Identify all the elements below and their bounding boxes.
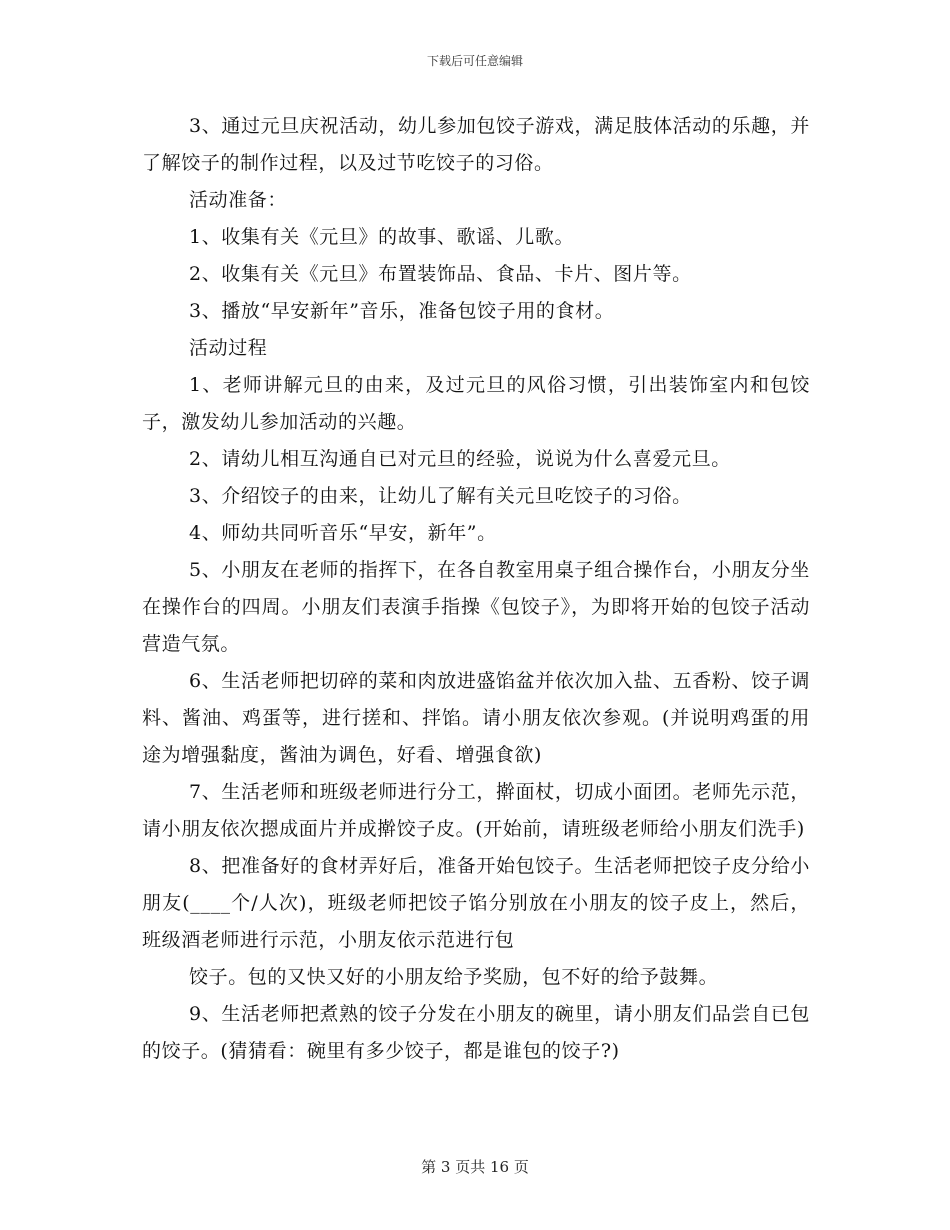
document-body <box>142 108 810 1070</box>
paragraph-step-5: 5、小朋友在老师的指挥下，在各自教室用桌子组合操作台，小朋友分坐在操作台的四周。小朋友们表演手指操《包饺子》，为即将开始的包饺子活动营造气氛。 <box>142 559 810 655</box>
paragraph-step-8: 8、把准备好的食材弄好后，准备开始包饺子。生活老师把饺子皮分给小朋友(____个/人次)，班级老师把饺子馅分别放在小朋友的饺子皮上，然后，班级酒老师进行示范，小朋友依示范进行包 <box>142 855 810 951</box>
paragraph-step-7: 7、生活老师和班级老师进行分工，擀面杖，切成小面团。老师先示范，请小朋友依次摁成面片并成擀饺子皮。(开始前，请班级老师给小朋友们洗手) <box>142 781 810 840</box>
paragraph-step-3: 3、介绍饺子的由来，让幼儿了解有关元旦吃饺子的习俗。 <box>189 485 692 507</box>
paragraph-step-8-continued: 饺子。包的又快又好的小朋友给予奖励，包不好的给予鼓舞。 <box>189 966 719 988</box>
section-heading-process: 活动过程 <box>189 337 268 359</box>
paragraph-step-6: 6、生活老师把切碎的菜和肉放进盛馅盆并依次加入盐、五香粉、饺子调料、酱油、鸡蛋等，进行搓和、拌馅。请小朋友依次参观。(并说明鸡蛋的用途为增强黏度，酱油为调色，好看、增强食欲) <box>142 670 810 766</box>
paragraph-step-4: 4、师幼共同听音乐“早安，新年”。 <box>189 522 497 544</box>
paragraph-prep-3: 3、播放“早安新年”音乐，准备包饺子用的食材。 <box>189 300 615 322</box>
page-header: 下载后可任意编辑 <box>426 54 523 68</box>
paragraph-prep-1: 1、收集有关《元旦》的故事、歌谣、儿歌。 <box>189 226 575 248</box>
page-footer-page-number: 第 3 页共 16 页 <box>421 1158 529 1176</box>
paragraph-step-1: 1、老师讲解元旦的由来，及过元旦的风俗习惯，引出装饰室内和包饺子，激发幼儿参加活动的兴趣。 <box>142 374 810 433</box>
section-heading-preparation: 活动准备： <box>189 189 288 211</box>
paragraph-goal-3: 3、通过元旦庆祝活动，幼儿参加包饺子游戏，满足肢体活动的乐趣，并了解饺子的制作过程，以及过节吃饺子的习俗。 <box>142 115 810 174</box>
paragraph-step-9: 9、生活老师把煮熟的饺子分发在小朋友的碗里，请小朋友们品尝自已包的饺子。(猜猜看：碗里有多少饺子，都是谁包的饺子?) <box>142 1003 810 1062</box>
paragraph-step-2: 2、请幼儿相互沟通自已对元旦的经验，说说为什么喜爱元旦。 <box>189 448 731 470</box>
paragraph-prep-2: 2、收集有关《元旦》布置装饰品、食品、卡片、图片等。 <box>189 263 692 285</box>
